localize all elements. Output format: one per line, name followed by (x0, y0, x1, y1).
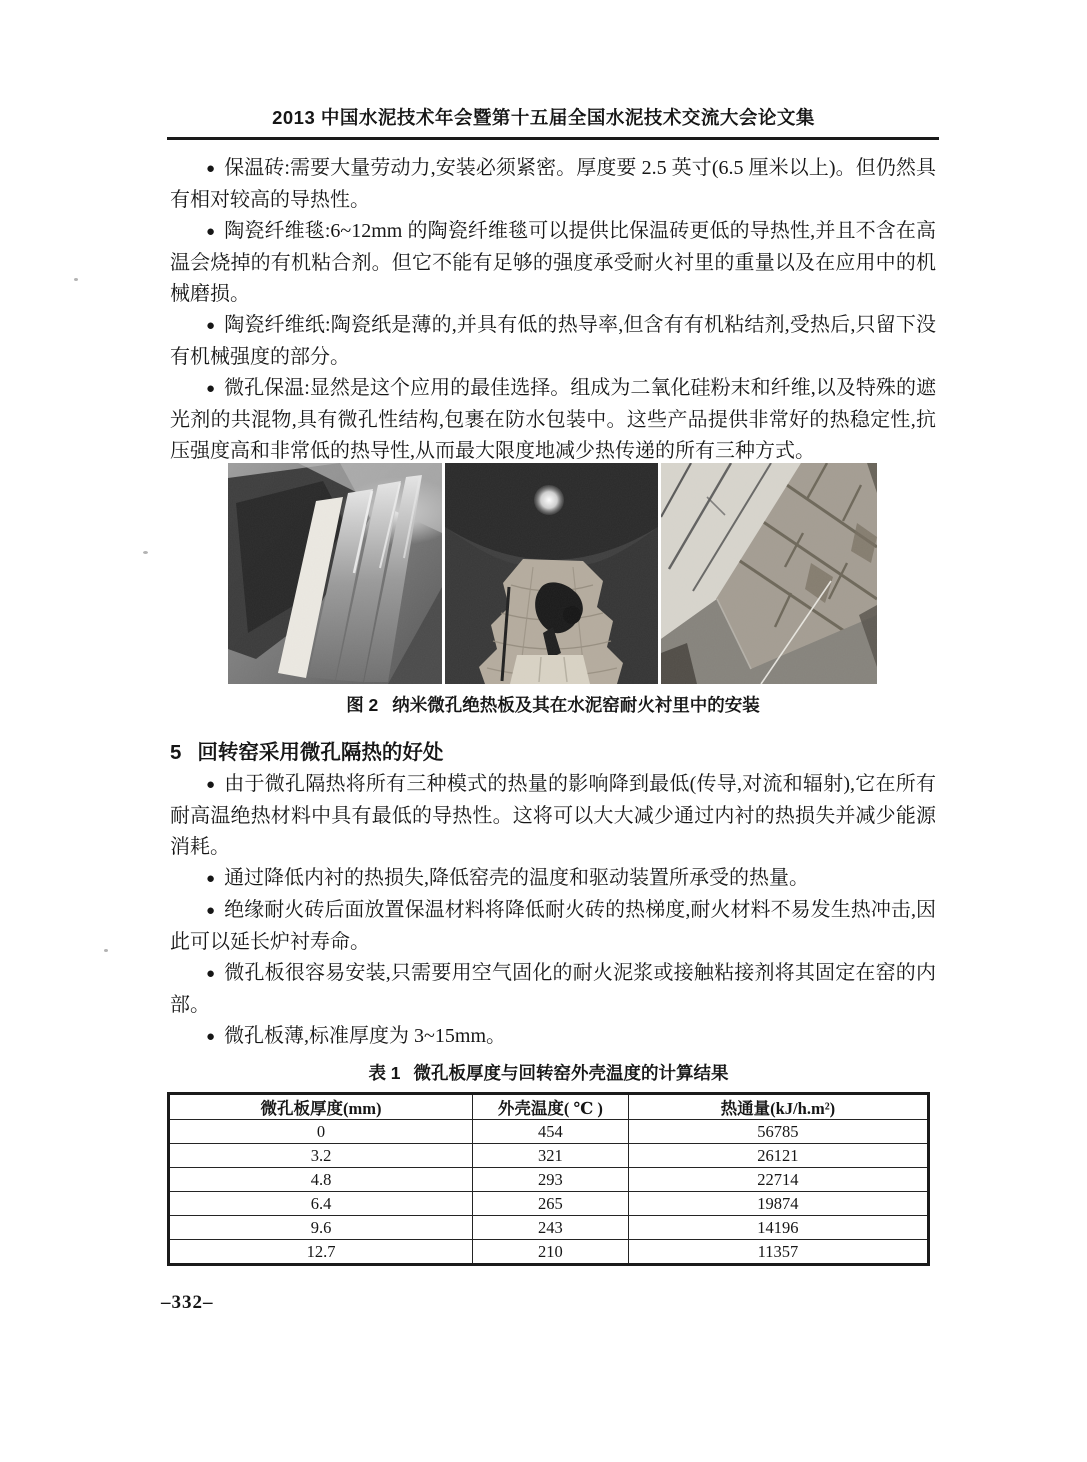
paragraph-text: 微孔板薄,标准厚度为 3~15mm。 (224, 1025, 506, 1047)
table-title (167, 1060, 930, 1085)
table-row (169, 1144, 929, 1168)
table-row (169, 1192, 929, 1216)
bullet-icon: ● (206, 903, 216, 919)
figure-2 (228, 463, 878, 717)
section-5 (170, 736, 936, 1053)
bullet-paragraph-insulating-brick (170, 153, 936, 216)
bullet-icon: ● (206, 871, 216, 887)
cell-heat-flux: 19874 (628, 1192, 928, 1216)
section-number: 5 (170, 741, 182, 764)
bullet-paragraph-ceramic-fiber-blanket (170, 216, 936, 310)
paragraph-text: 陶瓷纤维毯:6~12mm 的陶瓷纤维毯可以提供比保温砖更低的导热性,并且不含在高温会烧掉的有机粘合剂。但它不能有足够的强度承受耐火衬里的重量以及在应用中的机械磨损。 (170, 220, 936, 305)
cell-temperature: 454 (473, 1120, 629, 1144)
bullet-paragraph-lowest-conductivity (170, 769, 936, 863)
bullet-icon: ● (206, 1029, 216, 1045)
figure-label: 图 2 (346, 695, 379, 715)
cell-temperature: 210 (473, 1240, 629, 1265)
paragraph-text: 通过降低内衬的热损失,降低窑壳的温度和驱动装置所承受的热量。 (224, 867, 810, 889)
table-row (169, 1240, 929, 1265)
bullet-icon: ● (206, 318, 216, 334)
cell-heat-flux: 56785 (628, 1120, 928, 1144)
table-row (169, 1120, 929, 1144)
bullet-paragraph-ceramic-fiber-paper (170, 310, 936, 373)
cell-heat-flux: 22714 (628, 1168, 928, 1192)
scan-speck (143, 551, 148, 554)
kiln-interior-installation-photo (445, 463, 658, 684)
bullet-paragraph-thin-board (170, 1021, 936, 1053)
cell-thickness: 3.2 (169, 1144, 473, 1168)
table-header-row (169, 1094, 929, 1120)
cell-temperature: 321 (473, 1144, 629, 1168)
column-header-heat-flux: 热通量(kJ/h.m²) (628, 1094, 928, 1120)
table-row (169, 1168, 929, 1192)
column-header-shell-temperature: 外壳温度( ℃ ) (473, 1094, 629, 1120)
bullet-icon: ● (206, 966, 216, 982)
section-title: 回转窑采用微孔隔热的好处 (197, 741, 444, 764)
cell-temperature: 293 (473, 1168, 629, 1192)
bullet-paragraph-shell-temperature (170, 863, 936, 895)
paragraph-text: 绝缘耐火砖后面放置保温材料将降低耐火砖的热梯度,耐火材料不易发生热冲击,因此可以延长炉衬寿命。 (170, 899, 936, 953)
table-row (169, 1216, 929, 1240)
cell-thickness: 12.7 (169, 1240, 473, 1265)
paragraph-text: 由于微孔隔热将所有三种模式的热量的影响降到最低(传导,对流和辐射),它在所有耐高温绝热材料中具有最低的导热性。这将可以大大减少通过内衬的热损失并减少能源消耗。 (170, 773, 936, 858)
running-head-title: 2013 中国水泥技术年会暨第十五届全国水泥技术交流大会论文集 (272, 107, 815, 128)
cell-thickness: 0 (169, 1120, 473, 1144)
cell-thickness: 4.8 (169, 1168, 473, 1192)
intro-bullet-list (170, 153, 936, 467)
bullet-paragraph-thermal-gradient (170, 895, 936, 958)
table-label: 表 1 (368, 1063, 401, 1083)
brick-lining-photo (661, 463, 877, 684)
figure-caption (228, 692, 878, 717)
paragraph-text: 微孔保温:显然是这个应用的最佳选择。组成为二氧化硅粉末和纤维,以及特殊的遮光剂的共混物,具有微孔性结构,包裹在防水包装中。这些产品提供非常好的热稳定性,抗压强度高和非常低的热导性,从而最大限度地减少热传递的所有三种方式。 (170, 377, 936, 462)
bullet-icon: ● (206, 777, 216, 793)
insulation-boards-photo (228, 463, 442, 684)
figure-caption-text: 纳米微孔绝热板及其在水泥窑耐火衬里中的安装 (392, 695, 760, 715)
table-title-text: 微孔板厚度与回转窑外壳温度的计算结果 (413, 1063, 729, 1083)
scan-speck (104, 949, 108, 952)
section-heading (170, 736, 936, 769)
paragraph-text: 保温砖:需要大量劳动力,安装必须紧密。厚度要 2.5 英寸(6.5 厘米以上)。但仍然具有相对较高的导热性。 (170, 157, 936, 211)
cell-temperature: 265 (473, 1192, 629, 1216)
paragraph-text: 陶瓷纤维纸:陶瓷纸是薄的,并具有低的热导率,但含有有机粘结剂,受热后,只留下没有机械强度的部分。 (170, 314, 936, 368)
cell-heat-flux: 11357 (628, 1240, 928, 1265)
table-1 (167, 1092, 930, 1266)
paragraph-text: 微孔板很容易安装,只需要用空气固化的耐火泥浆或接触粘接剂将其固定在窑的内部。 (170, 962, 936, 1016)
cell-heat-flux: 14196 (628, 1216, 928, 1240)
cell-temperature: 243 (473, 1216, 629, 1240)
column-header-thickness: 微孔板厚度(mm) (169, 1094, 473, 1120)
bullet-icon: ● (206, 381, 216, 397)
bullet-icon: ● (206, 161, 216, 177)
bullet-icon: ● (206, 224, 216, 240)
page-number: –332– (161, 1292, 214, 1313)
cell-heat-flux: 26121 (628, 1144, 928, 1168)
scan-speck (74, 278, 78, 281)
cell-thickness: 9.6 (169, 1216, 473, 1240)
cell-thickness: 6.4 (169, 1192, 473, 1216)
table-1-block (167, 1060, 930, 1266)
header-rule (167, 137, 939, 140)
bullet-paragraph-microporous-insulation (170, 373, 936, 467)
photo-strip (228, 463, 878, 684)
bullet-paragraph-easy-install (170, 958, 936, 1021)
